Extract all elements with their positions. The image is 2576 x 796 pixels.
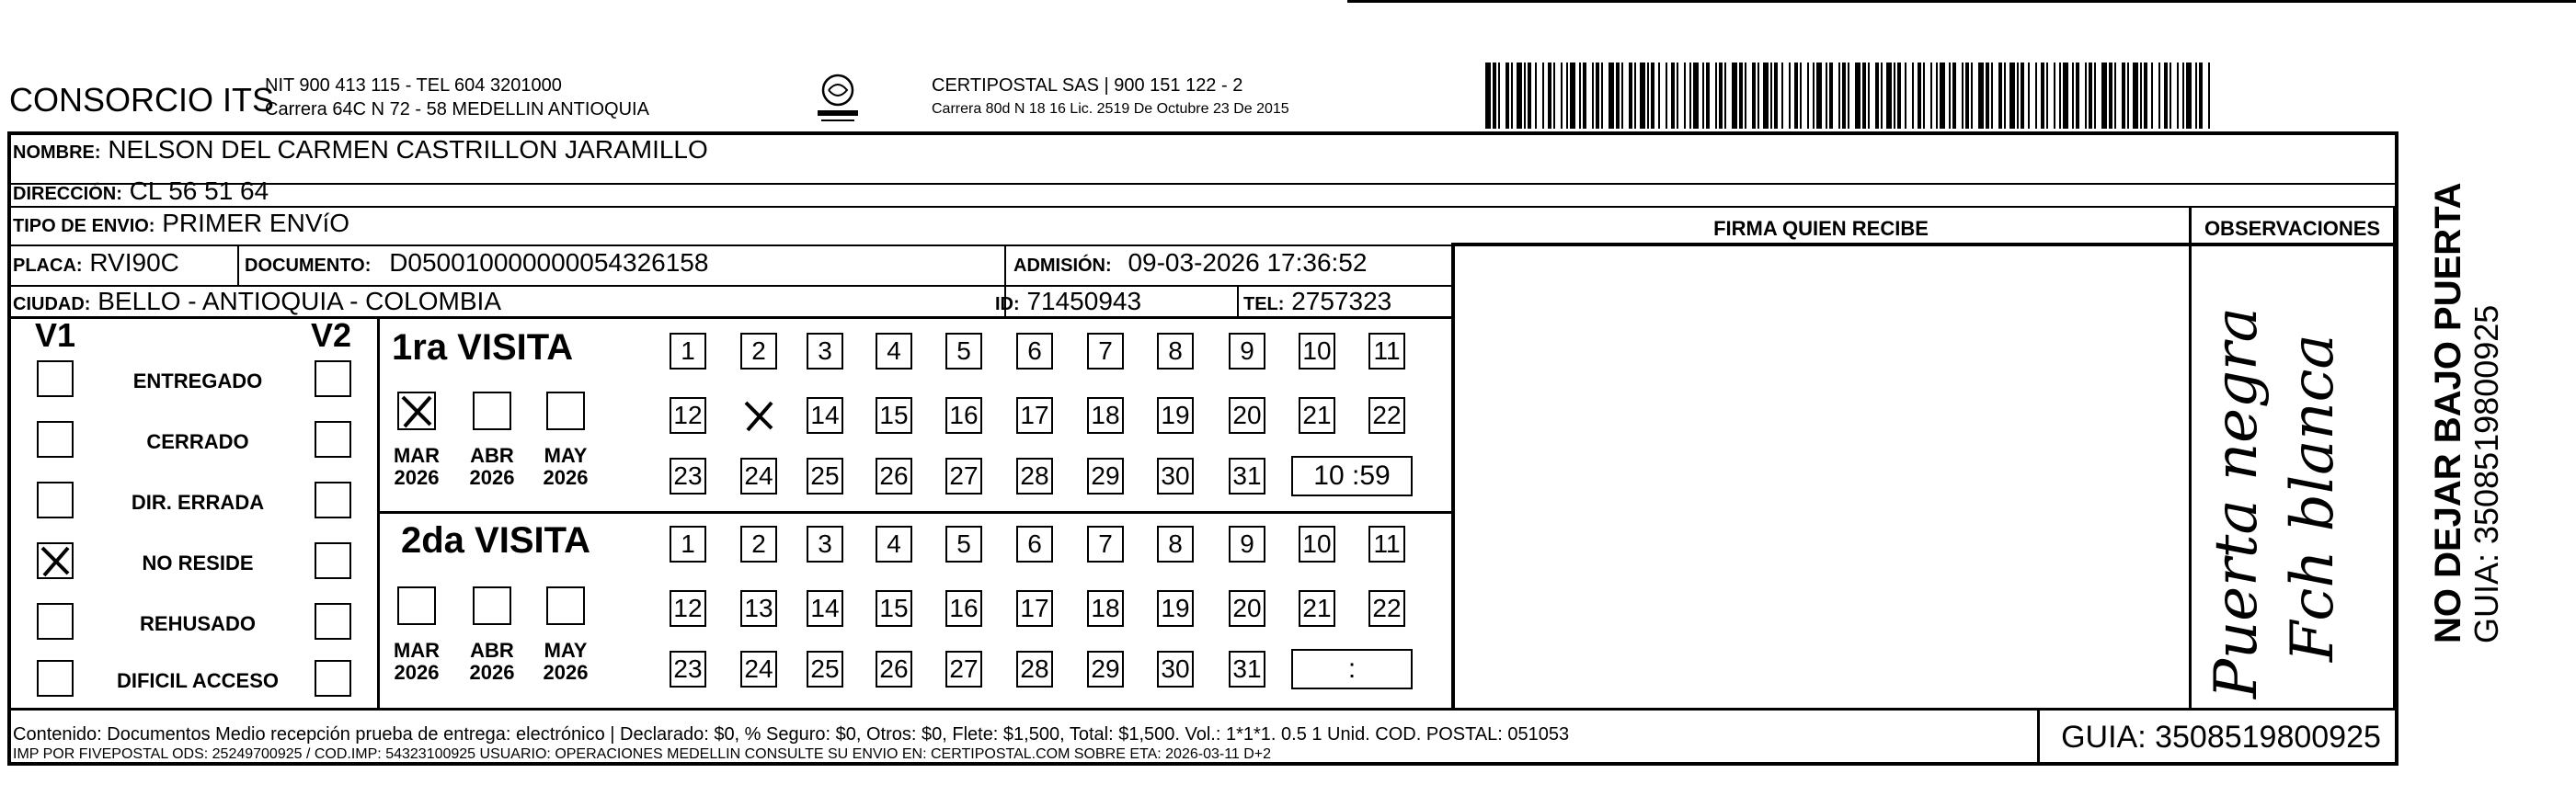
visit2-day-box[interactable]: 23: [670, 651, 706, 688]
visit1-day-box[interactable]: 2: [740, 333, 777, 370]
id-value: 71450943: [1026, 287, 1142, 315]
column-divider: [377, 316, 380, 708]
company-name: CONSORCIO ITS: [9, 81, 275, 119]
row-divider: [7, 183, 2399, 185]
visit1-day-box[interactable]: 26: [876, 458, 912, 495]
month-name: MAR: [393, 639, 441, 662]
visit1-month-label: [460, 445, 524, 489]
visit2-month-box[interactable]: [473, 586, 511, 625]
visit1-day-box[interactable]: 29: [1087, 458, 1124, 495]
nombre-label: NOMBRE:: [13, 142, 101, 163]
visit2-day-box[interactable]: 11: [1368, 526, 1405, 563]
visit1-day-box[interactable]: 3: [807, 333, 843, 370]
month-year: 2026: [543, 466, 589, 489]
carrier-line: CERTIPOSTAL SAS | 900 151 122 - 2: [932, 75, 1243, 96]
visit1-day-box[interactable]: 14: [807, 397, 843, 434]
status-label: REHUSADO: [140, 612, 256, 635]
guia-number: GUIA: 3508519800925: [2061, 720, 2381, 755]
barcode: [1485, 63, 2221, 129]
visit2-day-box[interactable]: 13: [740, 590, 777, 627]
tel-field: [1243, 288, 1391, 318]
visit2-day-box[interactable]: 14: [807, 590, 843, 627]
visit1-day-box[interactable]: 25: [807, 458, 843, 495]
barcode-bar: [2210, 63, 2212, 129]
visit2-day-box[interactable]: 26: [876, 651, 912, 688]
visit2-day-box[interactable]: 6: [1016, 526, 1053, 563]
visit2-month-box[interactable]: [397, 586, 436, 625]
visit1-day-box[interactable]: [740, 397, 777, 434]
status-label: CERRADO: [146, 430, 249, 453]
id-label: ID:: [995, 294, 1020, 314]
carrier-info: [932, 74, 1289, 121]
tipo-envio-value: PRIMER ENVíO: [162, 209, 350, 237]
visit2-day-box[interactable]: 18: [1087, 590, 1124, 627]
visit1-month-box[interactable]: [397, 392, 436, 430]
visit1-day-box[interactable]: 5: [945, 333, 982, 370]
month-year: 2026: [543, 661, 589, 684]
visit1-title: 1ra VISITA: [392, 327, 574, 368]
documento-value: D050010000000054326158: [389, 248, 709, 277]
admision-field: [1013, 249, 1367, 279]
row-divider: [7, 206, 2399, 208]
admision-label: ADMISIÓN:: [1013, 256, 1112, 276]
column-divider: [1451, 243, 1455, 711]
v1-checkbox[interactable]: [37, 360, 74, 397]
direccion-value: CL 56 51 64: [129, 176, 269, 205]
visit1-day-box[interactable]: 21: [1299, 397, 1335, 434]
v2-checkbox[interactable]: [315, 482, 351, 518]
column-divider: [237, 244, 239, 285]
visit2-day-box[interactable]: 22: [1368, 590, 1405, 627]
id-field: [995, 288, 1141, 318]
direccion-label: DIRECCIÓN:: [13, 184, 122, 204]
visit1-day-box[interactable]: 8: [1157, 333, 1194, 370]
visit2-day-box[interactable]: 15: [876, 590, 912, 627]
ciudad-label: CIUDAD:: [13, 294, 91, 314]
visit2-day-box[interactable]: 30: [1157, 651, 1194, 688]
visit1-day-box[interactable]: 10: [1299, 333, 1335, 370]
visit2-day-box[interactable]: 28: [1016, 651, 1053, 688]
month-name: MAY: [544, 444, 588, 467]
visit1-month-box[interactable]: [473, 392, 511, 430]
v1-checkbox[interactable]: [37, 482, 74, 518]
v2-checkbox[interactable]: [315, 360, 351, 397]
status-label: DIR. ERRADA: [131, 491, 265, 514]
ciudad-field: [13, 288, 501, 318]
handwritten-note-1: Puerta negra: [2203, 307, 2271, 699]
visit1-day-box[interactable]: 12: [670, 397, 706, 434]
print-info: IMP POR FIVEPOSTAL ODS: 25249700925 / COD.IMP: 54323100925 USUARIO: OPERACIONES MEDELLIN CONSULTE SU ENVIO EN: CERTIPOSTAL.COM SOBRE ETA: 2026-03-11 D+2: [13, 746, 1272, 762]
visit2-day-box[interactable]: 1: [670, 526, 706, 563]
visit1-month-box[interactable]: [546, 392, 585, 430]
visit1-day-box[interactable]: 1: [670, 333, 706, 370]
month-year: 2026: [394, 466, 440, 489]
admision-value: 09-03-2026 17:36:52: [1128, 248, 1368, 277]
v1-header: V1: [35, 316, 76, 354]
visit2-day-box[interactable]: 16: [945, 590, 982, 627]
month-name: MAR: [393, 444, 441, 467]
ciudad-value: BELLO - ANTIOQUIA - COLOMBIA: [97, 287, 501, 315]
placa-label: PLACA:: [13, 256, 83, 276]
month-year: 2026: [469, 466, 515, 489]
visit1-day-box[interactable]: 30: [1157, 458, 1194, 495]
company-info: [265, 74, 649, 121]
company-address: Carrera 64C N 72 - 58 MEDELLIN ANTIOQUIA: [265, 99, 649, 119]
visit2-day-box[interactable]: 7: [1087, 526, 1124, 563]
visit1-day-box[interactable]: 19: [1157, 397, 1194, 434]
v2-checkbox[interactable]: [315, 660, 351, 697]
nombre-value: NELSON DEL CARMEN CASTRILLON JARAMILLO: [108, 135, 708, 164]
tipo-envio-label: TIPO DE ENVIO:: [13, 216, 155, 236]
visit2-day-box[interactable]: 9: [1229, 526, 1265, 563]
visit2-time-box[interactable]: :: [1291, 649, 1413, 689]
handwritten-note-2: Fch blanca: [2279, 334, 2347, 662]
x-mark-icon: [39, 544, 72, 577]
visit2-day-box[interactable]: 20: [1229, 590, 1265, 627]
nombre-field: [13, 136, 708, 166]
visit2-day-box[interactable]: 2: [740, 526, 777, 563]
visit1-day-box[interactable]: 24: [740, 458, 777, 495]
visit2-day-box[interactable]: 24: [740, 651, 777, 688]
visit-divider: [377, 511, 1451, 514]
x-mark-icon: [740, 397, 777, 434]
visit1-day-box[interactable]: 16: [945, 397, 982, 434]
visit2-day-box[interactable]: 25: [807, 651, 843, 688]
visit2-day-box[interactable]: 8: [1157, 526, 1194, 563]
visit1-day-box[interactable]: 9: [1229, 333, 1265, 370]
month-name: MAY: [544, 639, 588, 662]
visit1-day-box[interactable]: 17: [1016, 397, 1053, 434]
placa-field: [13, 249, 179, 279]
v2-checkbox[interactable]: [315, 421, 351, 458]
visit2-month-label: [533, 640, 598, 684]
direccion-field: [13, 177, 269, 208]
visit1-day-box[interactable]: 15: [876, 397, 912, 434]
side-label: [2428, 182, 2505, 643]
firma-header: FIRMA QUIEN RECIBE: [1713, 217, 1929, 240]
status-label: NO RESIDE: [142, 552, 254, 574]
tel-value: 2757323: [1291, 287, 1392, 315]
column-divider: [1237, 285, 1239, 316]
visit1-month-label: [384, 445, 449, 489]
visit1-day-box[interactable]: 11: [1368, 333, 1405, 370]
visit2-day-box[interactable]: 29: [1087, 651, 1124, 688]
status-label: DIFICIL ACCESO: [116, 669, 279, 692]
month-year: 2026: [469, 661, 515, 684]
visit1-day-box[interactable]: 31: [1229, 458, 1265, 495]
visit1-time-box[interactable]: 10 :59: [1291, 456, 1413, 496]
visit2-day-box[interactable]: 5: [945, 526, 982, 563]
certipostal-logo: [814, 70, 862, 125]
visit1-day-box[interactable]: 4: [876, 333, 912, 370]
tel-label: TEL:: [1243, 294, 1285, 314]
v1-checkbox[interactable]: [37, 660, 74, 697]
visit1-day-box[interactable]: 28: [1016, 458, 1053, 495]
visit1-day-box[interactable]: 22: [1368, 397, 1405, 434]
visit2-day-box[interactable]: 31: [1229, 651, 1265, 688]
row-divider: [1451, 243, 2399, 246]
column-divider: [2037, 708, 2040, 766]
visit2-day-box[interactable]: 19: [1157, 590, 1194, 627]
content-description: Contenido: Documentos Medio recepción prueba de entrega: electrónico | Declarado: $0, % Seguro: $0, Otros: $0, Flete: $1,500, Total: $1,500. Vol.: 1*1*1. 0.5 1 Unid. COD. POSTAL: 051053: [13, 724, 1570, 745]
visit1-day-box[interactable]: 27: [945, 458, 982, 495]
documento-label: DOCUMENTO:: [245, 256, 372, 276]
visit2-title: 2da VISITA: [401, 520, 590, 561]
month-name: ABR: [470, 444, 514, 467]
v2-header: V2: [311, 316, 352, 354]
v2-checkbox[interactable]: [315, 603, 351, 640]
visit2-day-box[interactable]: 12: [670, 590, 706, 627]
visit2-month-label: [460, 640, 524, 684]
visit1-day-box[interactable]: 7: [1087, 333, 1124, 370]
observaciones-header: OBSERVACIONES: [2204, 217, 2381, 240]
month-name: ABR: [470, 639, 514, 662]
visit1-day-box[interactable]: 6: [1016, 333, 1053, 370]
documento-field: [245, 249, 708, 279]
visit2-day-box[interactable]: 17: [1016, 590, 1053, 627]
nit-line: NIT 900 413 115 - TEL 604 3201000: [265, 75, 562, 96]
v1-checkbox[interactable]: [37, 421, 74, 458]
column-divider: [2189, 206, 2192, 711]
row-divider: [7, 708, 2399, 711]
column-divider: [2393, 206, 2396, 711]
no-dejar-warning: NO DEJAR BAJO PUERTA: [2428, 182, 2468, 643]
visit2-day-box[interactable]: 21: [1299, 590, 1335, 627]
carrier-license: Carrera 80d N 18 16 Lic. 2519 De Octubre 23 De 2015: [932, 101, 1289, 117]
visit2-month-label: [384, 640, 449, 684]
visit2-month-box[interactable]: [546, 586, 585, 625]
visit2-day-box[interactable]: 3: [807, 526, 843, 563]
v2-checkbox[interactable]: [315, 542, 351, 579]
status-label: ENTREGADO: [132, 370, 263, 392]
top-edge-line: [1347, 0, 2576, 3]
side-guia: GUIA: 3508519800925: [2467, 304, 2505, 643]
visit2-day-box[interactable]: 27: [945, 651, 982, 688]
tipo-envio-field: [13, 210, 349, 240]
placa-value: RVI90C: [89, 248, 179, 277]
x-mark-icon: [399, 393, 434, 428]
visit1-day-box[interactable]: 23: [670, 458, 706, 495]
visit2-day-box[interactable]: 10: [1299, 526, 1335, 563]
visit2-day-box[interactable]: 4: [876, 526, 912, 563]
visit1-day-box[interactable]: 20: [1229, 397, 1265, 434]
v1-checkbox[interactable]: [37, 603, 74, 640]
visit1-day-box[interactable]: 18: [1087, 397, 1124, 434]
v1-checkbox[interactable]: [37, 542, 74, 579]
visit1-month-label: [533, 445, 598, 489]
month-year: 2026: [394, 661, 440, 684]
